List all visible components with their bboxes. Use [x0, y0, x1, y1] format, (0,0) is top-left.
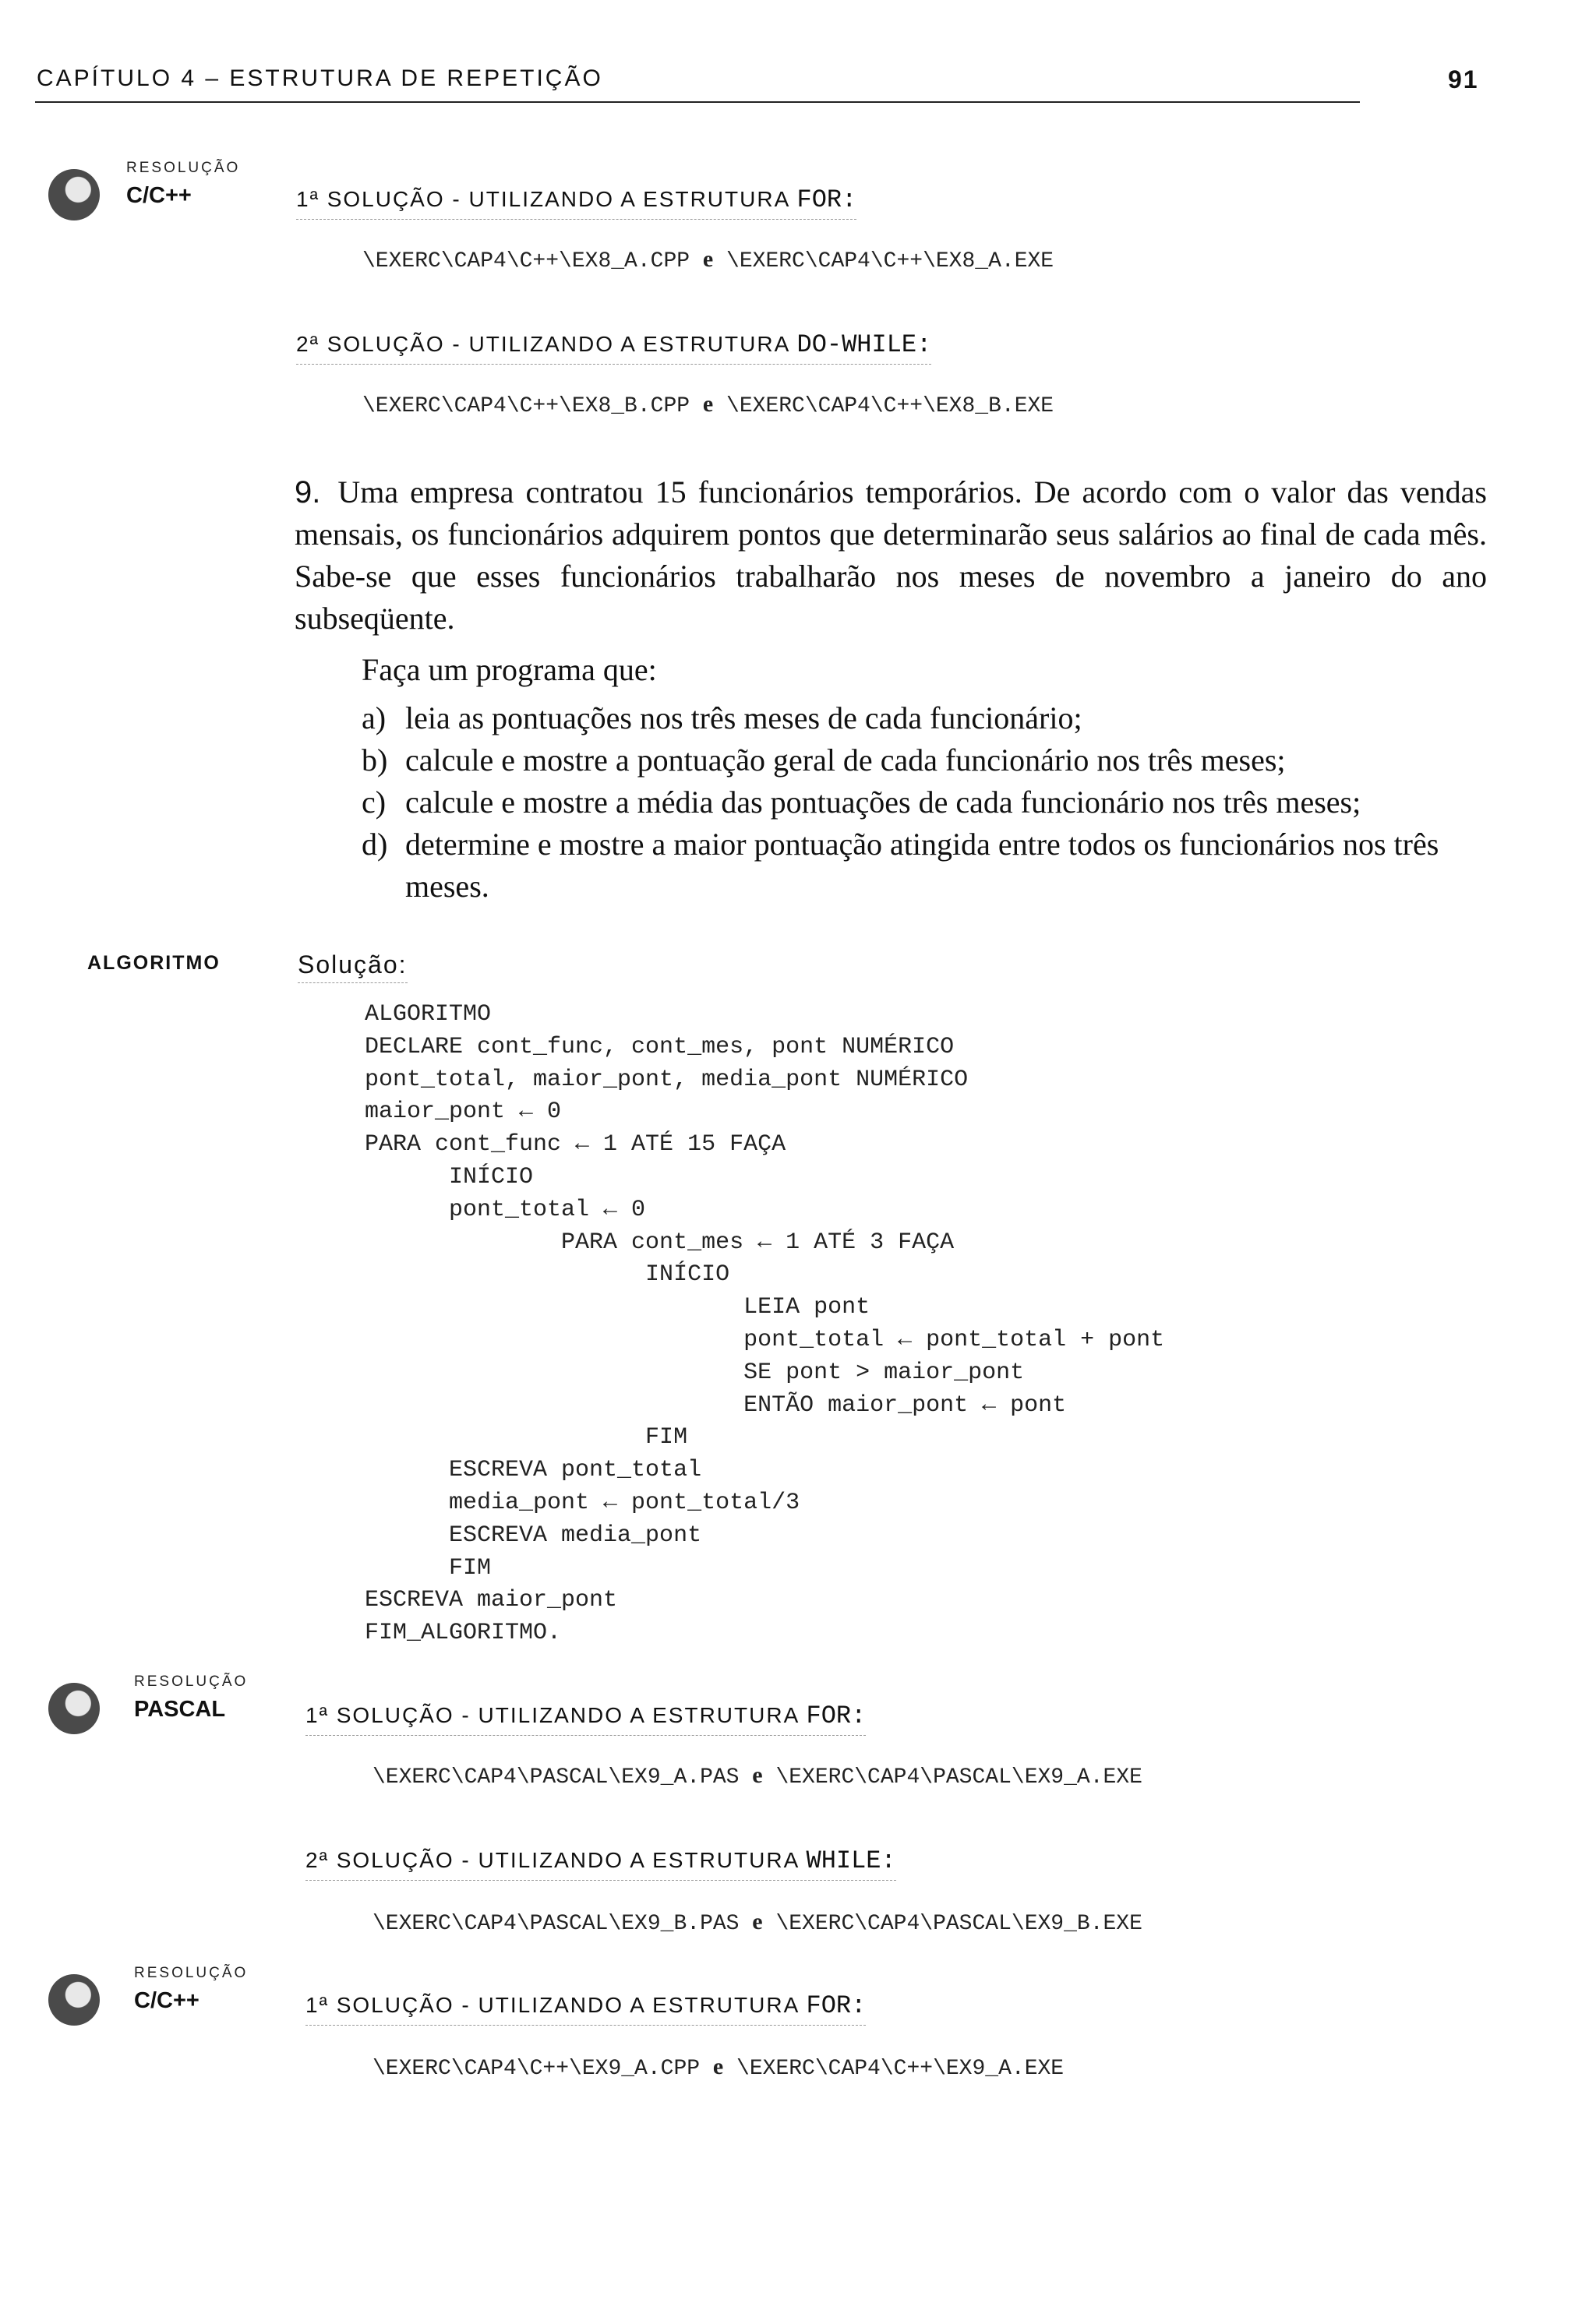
badge-kicker: RESOLUÇÃO [134, 1673, 249, 1690]
code-line: media_pont ← pont_total/3 [365, 1489, 800, 1516]
list-item: d) determine e mostre a maior pontuação atingida entre todos os funcionários nos três meses. [362, 827, 1439, 904]
header-divider [35, 101, 1360, 103]
source-file: \EXERC\CAP4\C++\EX8_A.CPP [362, 249, 690, 273]
source-file: \EXERC\CAP4\PASCAL\EX9_A.PAS [373, 1765, 740, 1790]
code-line: pont_total, maior_pont, media_pont NUMÉRICO [365, 1066, 969, 1093]
code-line: ESCREVA media_pont [365, 1522, 702, 1549]
code-line: SE pont > maior_pont [365, 1359, 1025, 1386]
exercise-paragraph [295, 471, 1487, 640]
code-line: FIM [365, 1424, 688, 1451]
file-separator: e [712, 2054, 724, 2079]
code-line: FIM [365, 1554, 492, 1582]
solution-files [373, 1762, 1142, 1790]
code-line: FIM_ALGORITMO. [365, 1620, 562, 1647]
executable-file: \EXERC\CAP4\C++\EX9_A.EXE [736, 2057, 1065, 2081]
disc-icon [48, 1683, 100, 1734]
chapter-title: CAPÍTULO 4 – ESTRUTURA DE REPETIÇÃO [37, 65, 603, 91]
code-line: ALGORITMO [365, 1001, 492, 1028]
source-file: \EXERC\CAP4\PASCAL\EX9_B.PAS [373, 1912, 740, 1936]
code-line: PARA cont_func ← 1 ATÉ 15 FAÇA [365, 1131, 786, 1158]
exercise-intro: Faça um programa que: [362, 652, 657, 687]
source-file: \EXERC\CAP4\C++\EX9_A.CPP [373, 2057, 701, 2081]
file-separator: e [702, 391, 714, 417]
executable-file: \EXERC\CAP4\C++\EX8_B.EXE [726, 394, 1054, 418]
solution-files [362, 246, 1054, 273]
list-item: a) leia as pontuações nos três meses de cada funcionário; [362, 700, 1082, 735]
exercise-text: Uma empresa contratou 15 funcionários temporários. De acordo com o valor das vendas mensais, os funcionários adquirem pontos que determinarão seus salários ao final de cada mês. Sabe-se que esses funcionários trabalharão nos meses de novembro a janeiro do ano subseqüente. [295, 474, 1487, 636]
file-separator: e [752, 1762, 763, 1788]
exercise-number: 9. [295, 475, 321, 510]
code-line: DECLARE cont_func, cont_mes, pont NUMÉRICO [365, 1033, 955, 1060]
code-line: PARA cont_mes ← 1 ATÉ 3 FAÇA [365, 1229, 955, 1256]
solution-heading: 1ª SOLUÇÃO - UTILIZANDO A ESTRUTURA FOR: [305, 1702, 866, 1736]
code-line: LEIA pont [365, 1294, 870, 1321]
file-separator: e [702, 246, 714, 272]
solution-files [373, 2054, 1064, 2081]
list-item: c) calcule e mostre a média das pontuações de cada funcionário nos três meses; [362, 785, 1361, 820]
solution-files [373, 1909, 1142, 1936]
code-line: maior_pont ← 0 [365, 1099, 562, 1126]
badge-kicker: RESOLUÇÃO [134, 1965, 249, 1981]
page-number: 91 [1448, 65, 1479, 93]
algorithm-label: ALGORITMO [87, 952, 221, 974]
badge-language: PASCAL [134, 1697, 226, 1722]
badge-kicker: RESOLUÇÃO [126, 160, 241, 176]
executable-file: \EXERC\CAP4\C++\EX8_A.EXE [726, 249, 1054, 273]
solution-heading: 1ª SOLUÇÃO - UTILIZANDO A ESTRUTURA FOR: [305, 1991, 866, 2026]
exercise-statement [295, 471, 1487, 908]
badge-language: C/C++ [126, 183, 192, 208]
solution-label: Solução: [298, 950, 408, 983]
file-separator: e [752, 1909, 763, 1934]
code-line: ENTÃO maior_pont ← pont [365, 1391, 1067, 1419]
list-item: b) calcule e mostre a pontuação geral de cada funcionário nos três meses; [362, 742, 1286, 778]
algorithm-code [365, 999, 1164, 1650]
solution-heading: 2ª SOLUÇÃO - UTILIZANDO A ESTRUTURA DO-WHILE: [296, 330, 931, 365]
code-line: INÍCIO [365, 1261, 730, 1289]
code-line: ESCREVA maior_pont [365, 1587, 618, 1614]
code-line: INÍCIO [365, 1163, 534, 1190]
solution-heading: 1ª SOLUÇÃO - UTILIZANDO A ESTRUTURA FOR: [296, 185, 856, 220]
badge-language: C/C++ [134, 1988, 200, 2013]
code-line: pont_total ← 0 [365, 1196, 646, 1223]
executable-file: \EXERC\CAP4\PASCAL\EX9_B.EXE [775, 1912, 1142, 1936]
solution-heading: 2ª SOLUÇÃO - UTILIZANDO A ESTRUTURA WHILE: [305, 1846, 896, 1881]
code-line: pont_total ← pont_total + pont [365, 1326, 1165, 1353]
solution-files [362, 391, 1054, 418]
disc-icon [48, 169, 100, 220]
source-file: \EXERC\CAP4\C++\EX8_B.CPP [362, 394, 690, 418]
executable-file: \EXERC\CAP4\PASCAL\EX9_A.EXE [775, 1765, 1142, 1790]
code-line: ESCREVA pont_total [365, 1457, 702, 1484]
disc-icon [48, 1974, 100, 2026]
requirement-list [295, 697, 1487, 908]
